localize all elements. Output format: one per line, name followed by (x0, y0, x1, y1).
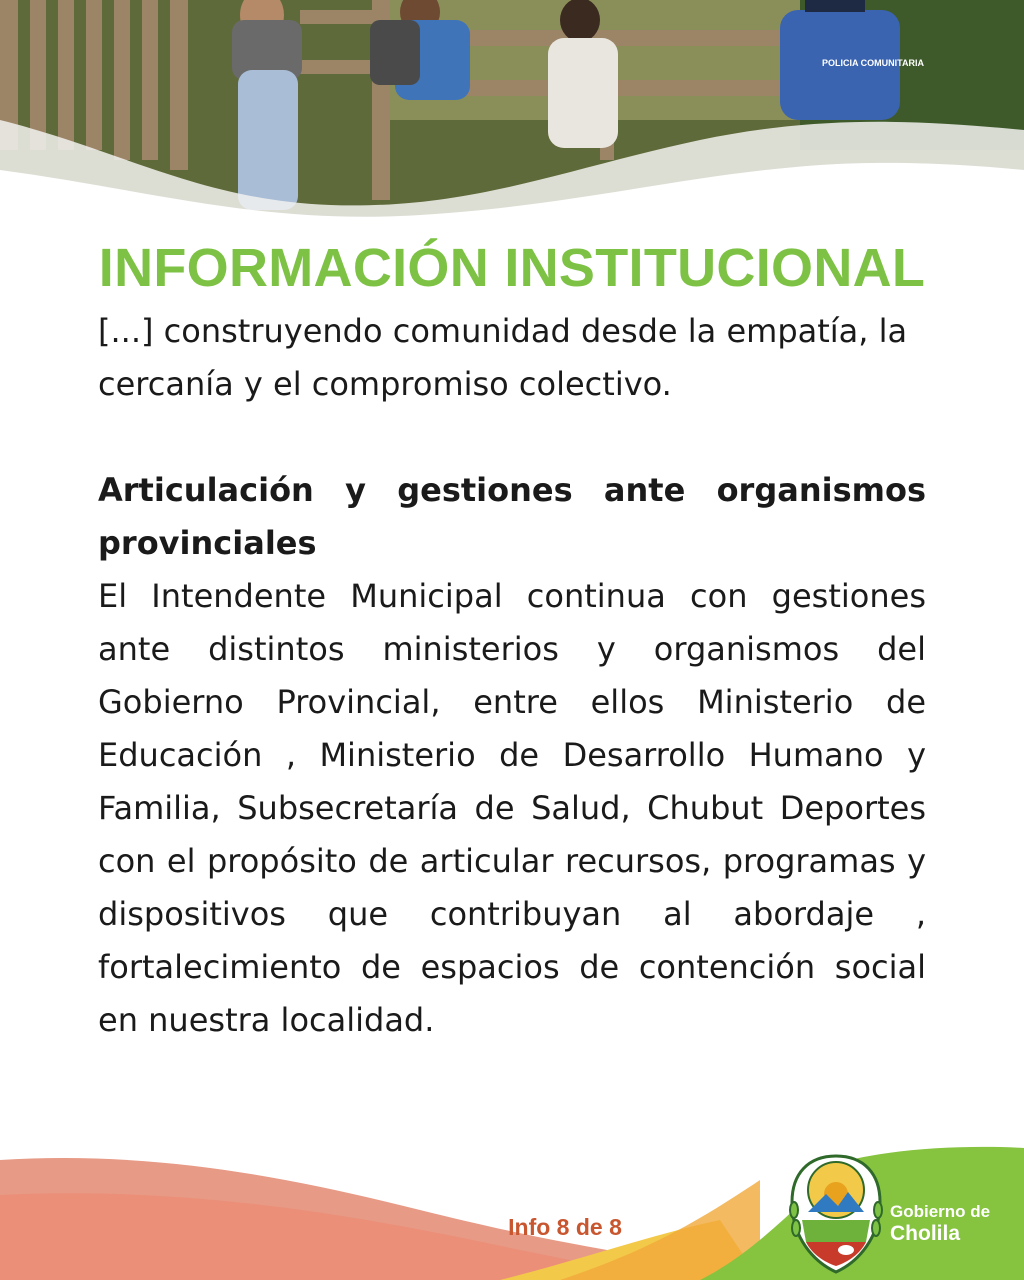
brand-line-2: Cholila (890, 1222, 961, 1245)
brand-line-1: Gobierno de (890, 1202, 991, 1221)
section-body: El Intendente Municipal continua con gestiones ante distintos ministerios y organismos del Gobierno Provincial, entre ellos Ministerio de Educación , Ministerio de Desarrollo Humano y Familia, Subsecretaría de Salud, Chubut Deportes con el propósito de articular recursos, programas y dispositivos que contribuyan al abordaje , fortalecimiento de espacios de contención social en nuestra localidad. (98, 577, 926, 1039)
spacer (98, 411, 926, 464)
intro-paragraph: [...] construyendo comunidad desde la empatía, la cercanía y el compromiso colectivo. (98, 312, 908, 403)
page-indicator: Info 8 de 8 (508, 1214, 622, 1240)
page-title: INFORMACIÓN INSTITUCIONAL (98, 238, 926, 298)
main-content (98, 305, 926, 1047)
section-heading: Articulación y gestiones ante organismos provinciales (98, 471, 926, 562)
brand-name (890, 1201, 990, 1245)
header-photo (0, 0, 1024, 240)
municipal-seal-logo (786, 1150, 886, 1278)
vest-text: POLICIA COMUNITARIA (822, 58, 924, 68)
